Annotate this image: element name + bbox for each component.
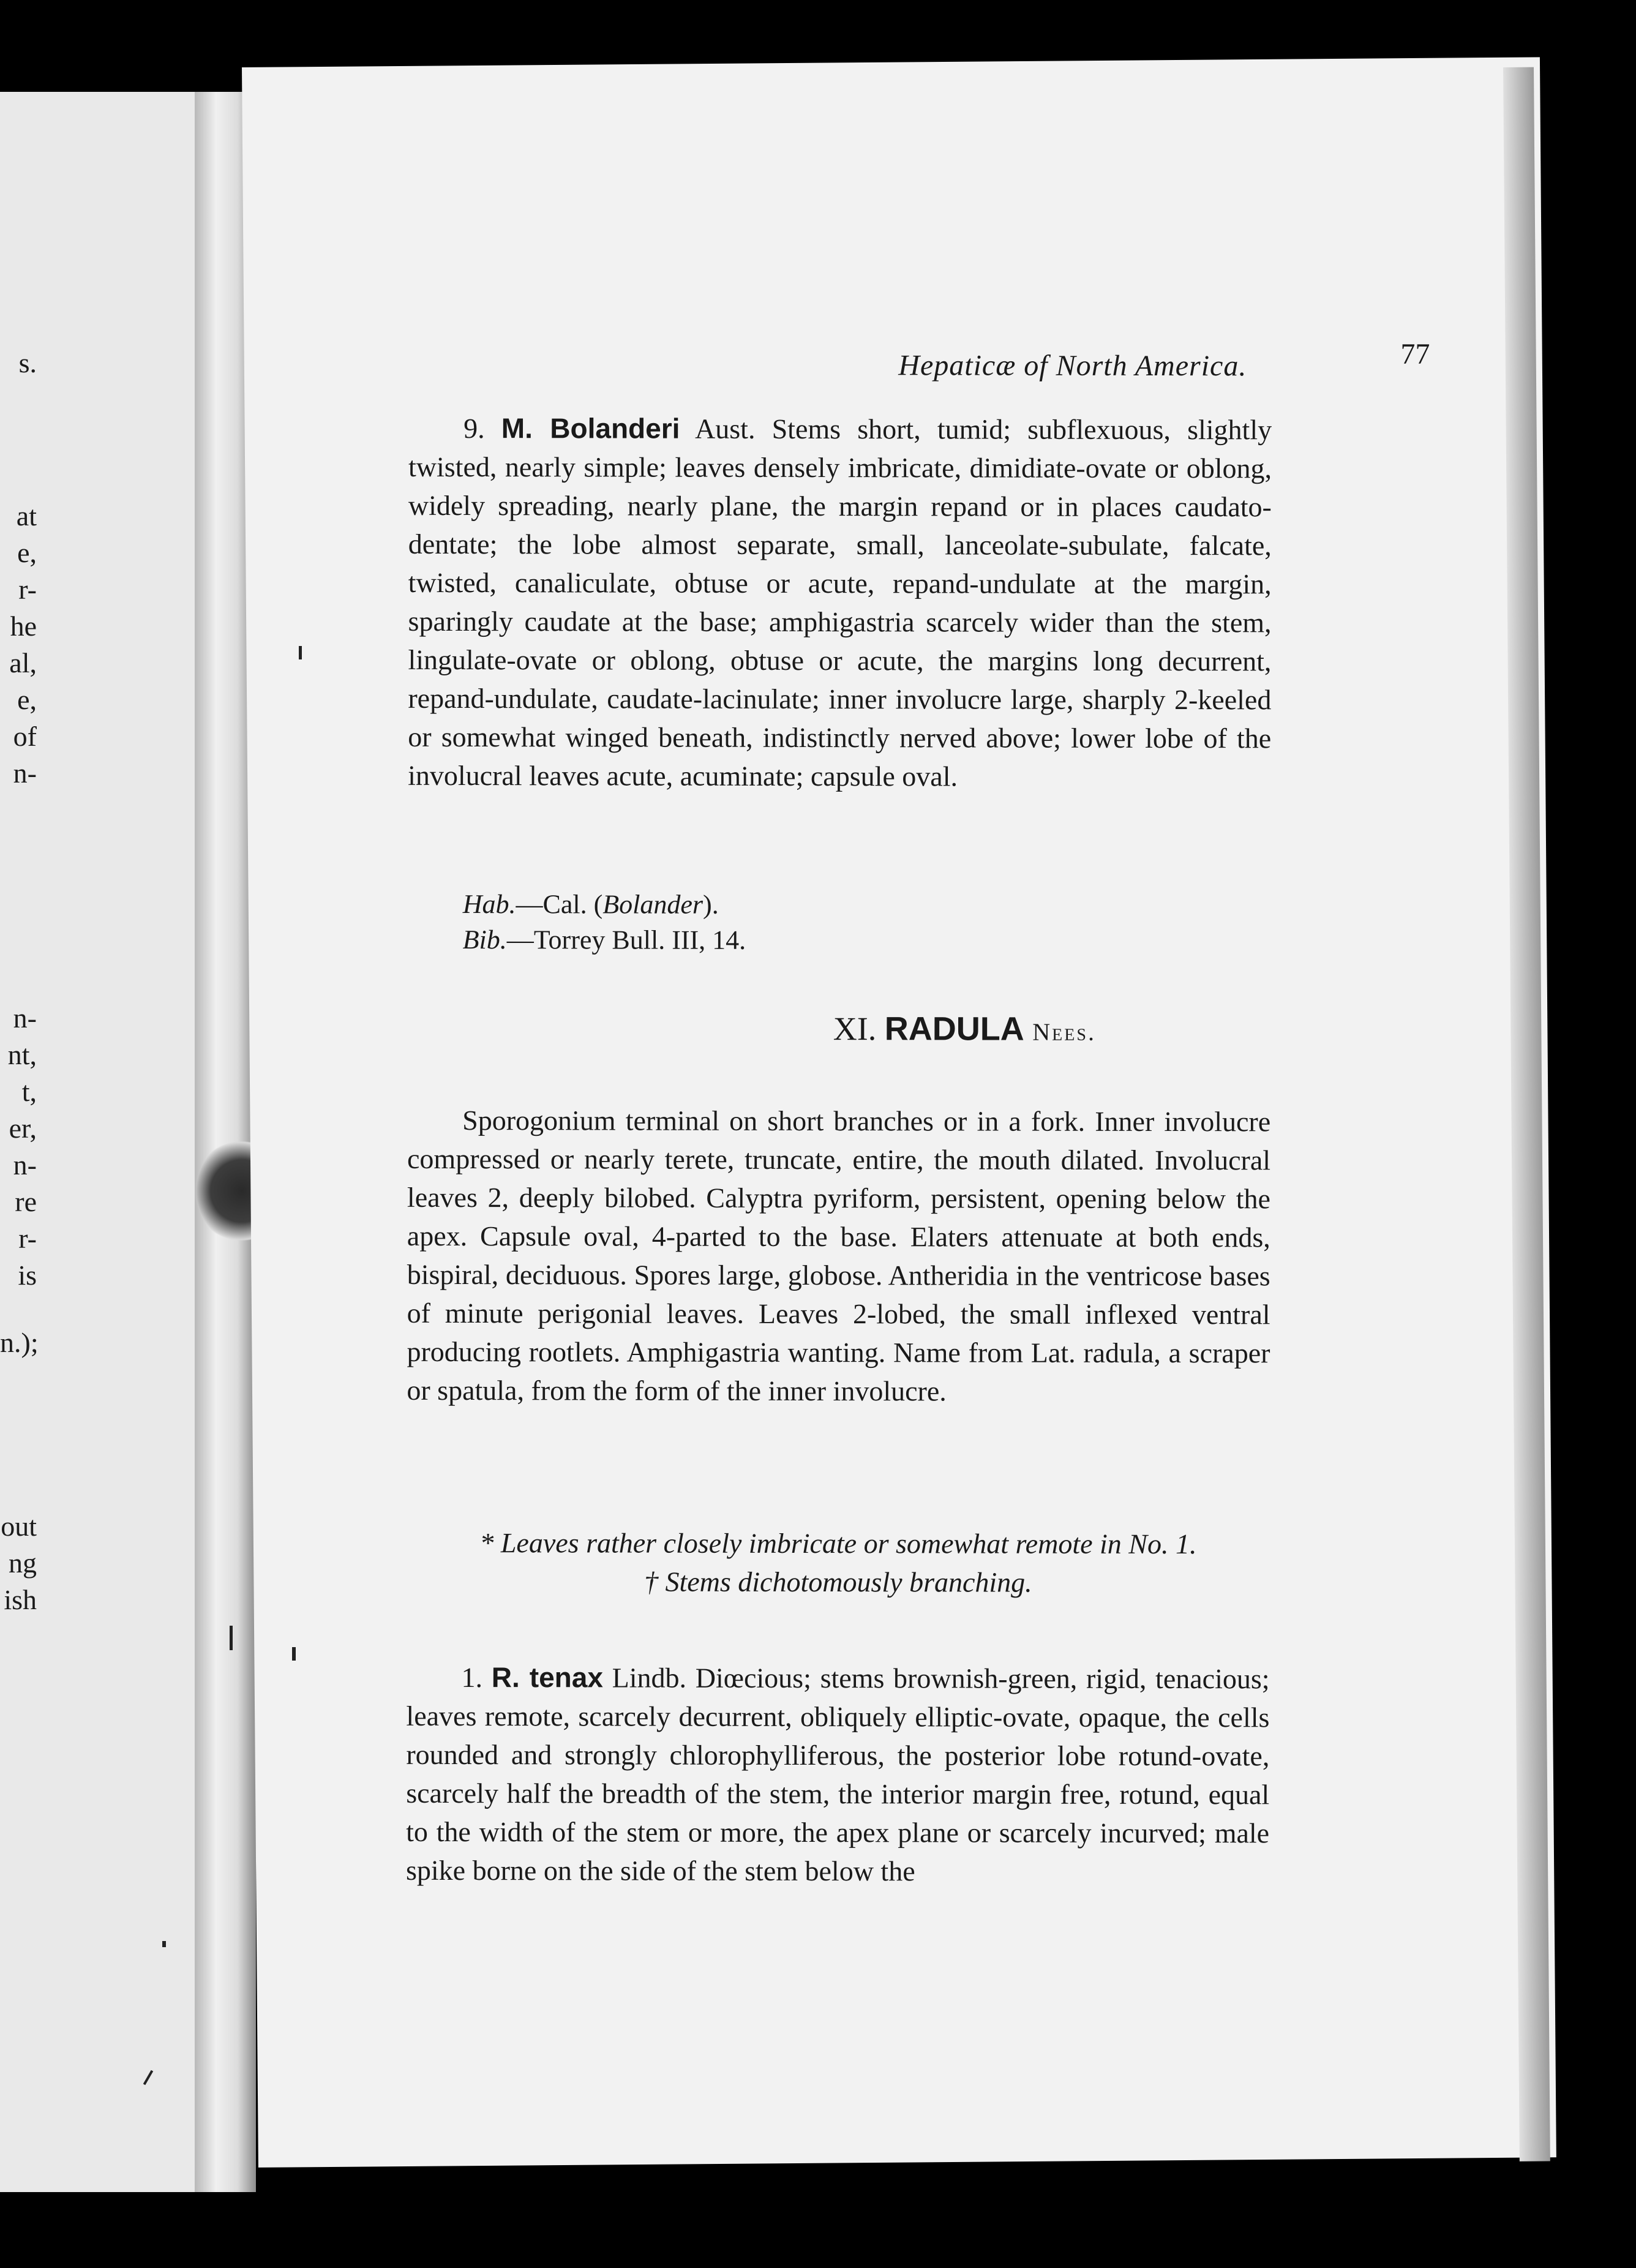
species-1-entry [406, 1658, 1270, 1891]
species-name: M. Bolanderi [501, 412, 680, 445]
ink-mark [162, 1941, 166, 1947]
ink-mark [299, 646, 302, 659]
bibliography-line [463, 922, 746, 958]
left-fragment: he [10, 610, 37, 642]
key-line-2: † Stems dichotomously branching. [644, 1566, 1032, 1598]
key-line-1: * Leaves rather closely imbricate or somewhat remote in No. 1. [479, 1527, 1197, 1560]
left-fragment: n- [13, 1002, 37, 1034]
ink-mark [292, 1647, 296, 1661]
left-fragment: of [13, 721, 37, 752]
left-fragment: e, [17, 684, 37, 715]
page-content [405, 268, 1523, 1887]
left-fragment: al, [9, 647, 37, 678]
hab-text: —Cal. ( [516, 889, 603, 920]
right-page [242, 57, 1556, 2168]
species-9-entry [408, 409, 1272, 796]
species-authority: Aust. [695, 413, 756, 445]
hab-close: ). [703, 889, 719, 920]
left-fragment: n- [13, 1149, 37, 1181]
genus-name: RADULA [884, 1010, 1024, 1048]
species-number: 1. [461, 1662, 483, 1694]
left-fragment: out [1, 1511, 37, 1542]
ink-mark [230, 1626, 233, 1650]
hab-collector: Bolander [602, 889, 704, 920]
left-fragment: re [15, 1186, 37, 1217]
bib-text: —Torrey Bull. III, 14. [506, 925, 746, 955]
page-number: 77 [1400, 337, 1430, 370]
species-authority: Lindb. [612, 1662, 687, 1694]
left-fragment: at [16, 500, 37, 531]
habitat-line [463, 887, 719, 923]
left-fragment: n.); [0, 1327, 39, 1358]
species-description: Diœcious; stems brownish-green, rigid, tenacious; leaves remote, scarcely decurrent, obliquely elliptic-ovate, opaque, the cells rounded and strongly chlorophylliferous, the posterior lobe rotund-ovate, scarcely half the breadth of the stem, the interior margin free, rotund, equal to the width of the stem or more, the apex plane or scarcely incurved; male spike borne on the side of the stem below the [405, 1662, 1270, 1887]
left-fragment: e, [17, 537, 37, 568]
left-fragment: ng [9, 1547, 37, 1579]
left-facing-page [0, 92, 196, 2192]
section-heading [407, 1009, 1522, 1049]
left-fragment: t, [21, 1076, 37, 1107]
left-fragment: r- [18, 1223, 37, 1254]
genus-authority: Nees. [1032, 1018, 1097, 1046]
left-fragment: s. [18, 347, 37, 378]
left-fragment: nt, [7, 1039, 37, 1070]
bib-label: Bib. [462, 925, 507, 955]
left-fragment: n- [13, 757, 37, 789]
species-number: 9. [463, 413, 485, 445]
left-fragment: ish [4, 1584, 37, 1615]
left-fragment: is [18, 1260, 37, 1291]
species-name: R. tenax [491, 1661, 604, 1694]
section-numeral: XI. [833, 1010, 877, 1048]
hab-label: Hab. [462, 889, 516, 920]
left-fragment: r- [18, 574, 37, 605]
genus-description: Sporogonium terminal on short branches or in a fork. Inner involucre compressed or nearly terete, truncate, entire, the mouth dilated. Involucral leaves 2, deeply bilobed. Calyptra pyriform, persistent, opening below the apex. Capsule oval, 4-parted to the base. Elaters attenuate at both ends, bispiral, deciduous. Spores large, globose. Antheridia in the ventricose bases of minute perigonial leaves. Leaves 2-lobed, the small inflexed ventral producing rootlets. Amphigastria wanting. Name from Lat. radula, a scraper or spatula, from the form of the inner involucre. [407, 1105, 1271, 1407]
left-fragment: er, [9, 1113, 37, 1144]
running-head: Hepaticæ of North America. [898, 349, 1247, 383]
species-description: Stems short, tumid; subflexuous, slightly twisted, nearly simple; leaves densely imbricate, dimidiate-ovate or oblong, widely spreading, nearly plane, the margin repand or in places caudato-dentate; the lobe almost separate, small, lanceolate-subulate, falcate, twisted, canaliculate, obtuse or acute, repand-undulate at the margin, sparingly caudate at the base; amphigastria scarcely wider than the stem, lingulate-ovate or oblong, obtuse or acute, the margins long decurrent, repand-undulate, caudate-lacinulate; inner involucre large, sharply 2-keeled or somewhat winged beneath, indistinctly nerved above; lower lobe of the involucral leaves acute, acuminate; capsule oval. [408, 413, 1272, 792]
